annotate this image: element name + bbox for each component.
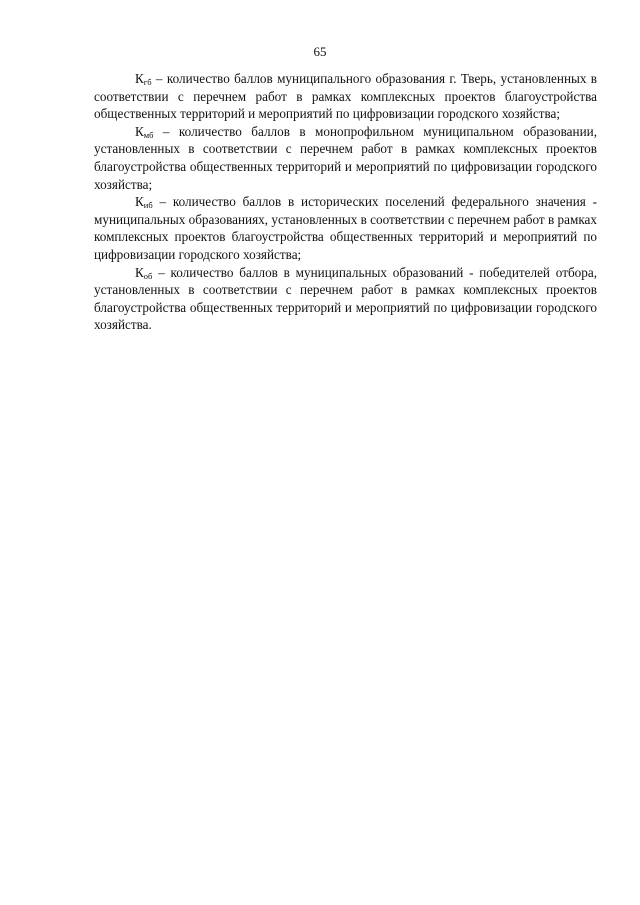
coefficient-subscript: мб xyxy=(143,129,154,140)
paragraph-text: – количество баллов муниципального образования г. Тверь, установленных в соответствии с перечнем работ в рамках комплексных проектов благоустройства общественных территорий и мероприятий по цифровизации городского хозяйства; xyxy=(94,71,597,122)
page-number: 65 xyxy=(313,44,327,59)
coefficient-symbol: $К_{иб}$ xyxy=(135,194,153,211)
paragraph-text: – количество баллов в исторических поселений федерального значения - муниципальных образованиях, установленных в соответствии с перечнем работ в рамках комплексных проектов благоустройства общественных территорий и мероприятий по цифровизации городского хозяйства; xyxy=(94,194,597,262)
paragraph-k-gb xyxy=(94,70,597,123)
paragraph-k-ob xyxy=(94,264,597,334)
paragraph-k-ib xyxy=(94,193,597,263)
paragraph-text: – количество баллов в муниципальных образований - победителей отбора, установленных в соответствии с перечнем работ в рамках комплексных проектов благоустройства общественных территорий и мероприятий по цифровизации городского хозяйства. xyxy=(94,264,597,333)
coefficient-subscript: иб xyxy=(143,200,153,211)
paragraph-text: – количество баллов в монопрофильном муниципальном образовании, установленных в соответствии с перечнем работ в рамках комплексных проектов благоустройства общественных территорий и мероприятий по цифровизации городского хозяйства; xyxy=(94,123,597,192)
coefficient-symbol: $К_{гб}$ xyxy=(135,71,152,87)
coefficient-subscript: об xyxy=(143,270,153,281)
coefficient-symbol: $К_{мб}$ xyxy=(135,123,154,140)
coefficient-subscript: гб xyxy=(143,77,152,87)
paragraph-k-mb xyxy=(94,123,597,193)
document-body xyxy=(94,70,597,334)
coefficient-symbol: $К_{об}$ xyxy=(135,264,153,281)
